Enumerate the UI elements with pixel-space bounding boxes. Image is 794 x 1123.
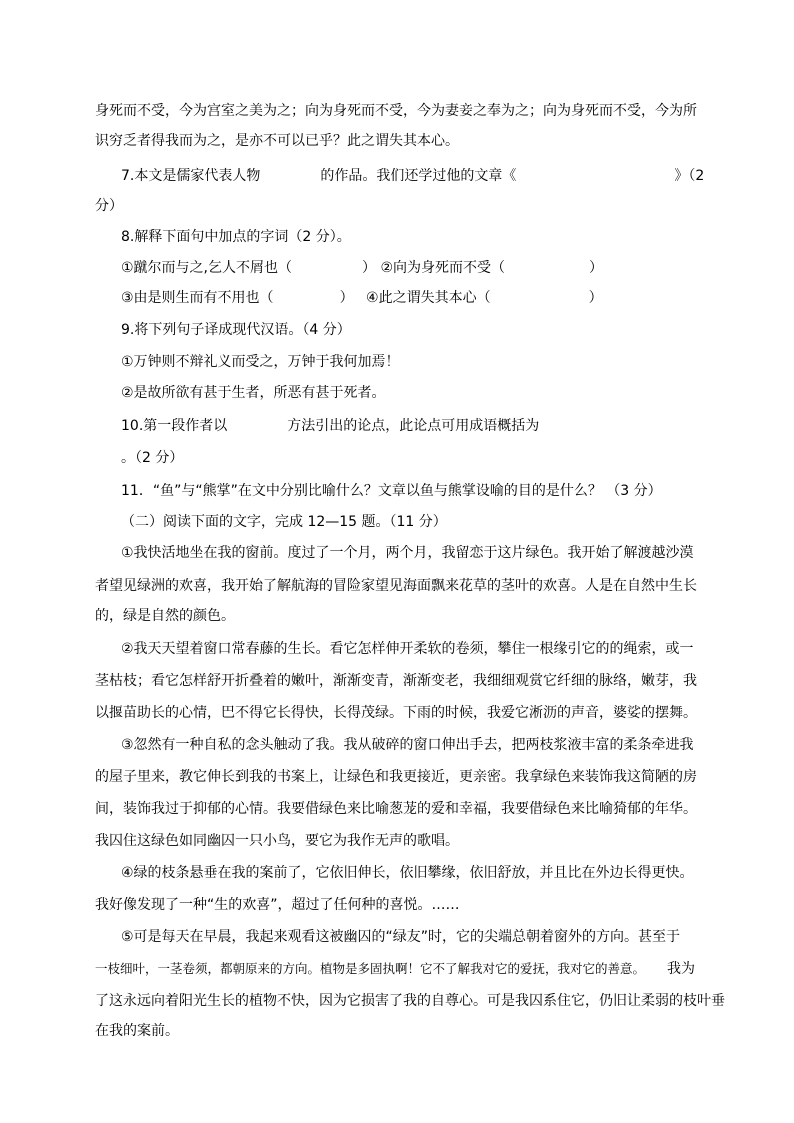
- paragraph-3-line-3: 间，装饰我过于抑郁的心情。我要借绿色来比喻葱茏的爱和幸福，我要借绿色来比喻猗郁的年华。: [95, 801, 697, 817]
- paragraph-3-line-1: ③忽然有一种自私的念头触动了我。我从破碎的窗口伸出手去，把两枝浆液丰富的柔条牵进我: [121, 737, 694, 753]
- q8-row-1: [121, 258, 603, 278]
- paragraph-5-line-1: ⑤可是每天在早晨，我起来观看这被幽囚的“绿友”时，它的尖端总朝着窗外的方向。甚至于: [121, 929, 681, 945]
- paragraph-5-line-4: 在我的案前。: [95, 1023, 179, 1039]
- paragraph-1-line-2: 者望见绿洲的欢喜，我开始了解航海的冒险家望见海面飘来花草的茎叶的欢喜。人是在自然中生长: [95, 578, 697, 594]
- q8-item-3-close: ）: [339, 290, 354, 306]
- q10-part-1: 10.第一段作者以: [121, 418, 228, 434]
- q8-item-1-close: ）: [362, 260, 377, 276]
- paragraph-2-line-1: ②我天天望着窗口常春藤的生长。看它怎样伸开柔软的卷须，攀住一根缘引它的的绳索，或一: [121, 641, 694, 657]
- q7-part-2: 的作品。我们还学过他的文章《: [320, 168, 517, 184]
- q7-part-1: 7.本文是儒家代表人物: [121, 168, 261, 184]
- q8-item-4-text: ④此之谓失其本心（: [366, 290, 491, 306]
- q8-item-4-close: ）: [588, 290, 603, 306]
- preamble-line-2: 识穷乏者得我而为之，是亦不可以已乎？此之谓失其本心。: [95, 133, 459, 149]
- q7-part-3: 》（2: [674, 168, 705, 184]
- q7-continuation: 分）: [95, 198, 123, 214]
- q8-item-1-text: ①蹴尔而与之,乞人不屑也（: [121, 260, 293, 276]
- paragraph-3-line-2: 的屋子里来，教它伸长到我的书案上，让绿色和我更接近，更亲密。我拿绿色来装饰我这简陋的房: [95, 769, 697, 785]
- paragraph-4-line-2: 我好像发现了一种“生的欢喜”，超过了任何种的喜悦。……: [95, 897, 460, 913]
- q10-part-2: 方法引出的论点，此论点可用成语概括为: [287, 418, 540, 434]
- q10-continuation: 。（2 分）: [121, 450, 184, 466]
- section-2-heading: （二）阅读下面的文字，完成 12—15 题。（11 分）: [121, 514, 447, 530]
- paragraph-5-line-2: [95, 959, 695, 979]
- q10-line: [121, 416, 539, 436]
- paragraph-5-line-2-text: 一枝细叶，一茎卷须，都朝原来的方向。植物是多固执啊！它不了解我对它的爱抚，我对它的善意。: [95, 961, 646, 976]
- q7-line: [121, 166, 704, 186]
- paragraph-5-line-3: 了这永远向着阳光生长的植物不快，因为它损害了我的自尊心。可是我囚系住它，仍旧让柔弱的枝叶垂: [95, 993, 725, 1009]
- preamble-line-1: 身死而不受，今为宫室之美为之；向为身死而不受，今为妻妾之奉为之；向为身死而不受，今为所: [95, 103, 697, 119]
- question-11: 11．“鱼”与“熊掌”在文中分别比喻什么？文章以鱼与熊掌设喻的目的是什么？ （3 分）: [121, 483, 662, 499]
- q9-stem: 9.将下列句子译成现代汉语。（4 分）: [121, 322, 351, 338]
- paragraph-4-line-1: ④绿的枝条悬垂在我的案前了，它依旧伸长，依旧攀缘，依旧舒放，并且比在外边长得更快。: [121, 865, 694, 881]
- paragraph-3-line-4: 我囚住这绿色如同幽囚一只小鸟，要它为我作无声的歌唱。: [95, 833, 459, 849]
- q9-sentence-1: ①万钟则不辩礼义而受之，万钟于我何加焉！: [121, 354, 400, 370]
- paragraph-1-line-1: ①我快活地坐在我的窗前。度过了一个月，两个月，我留恋于这片绿色。我开始了解渡越沙漠: [121, 545, 694, 561]
- q8-item-2-close: ）: [589, 260, 604, 276]
- q8-item-3-text: ③由是则生而有不用也（: [121, 290, 274, 306]
- q8-stem: 8.解释下面句中加点的字词（2 分）。: [121, 229, 351, 245]
- paragraph-1-line-3: 的，绿是自然的颜色。: [95, 608, 235, 624]
- q9-sentence-2: ②是故所欲有甚于生者，所恶有甚于死者。: [121, 385, 386, 401]
- paragraph-5-line-2-tail: 我为: [667, 961, 696, 977]
- paragraph-2-line-2: 茎枯枝；看它怎样舒开折叠着的嫩叶，渐渐变青，渐渐变老，我细细观赏它纤细的脉络，嫩芽，我: [95, 673, 697, 689]
- paragraph-2-line-3: 以揠苗助长的心情，巴不得它长得快，长得茂绿。下雨的时候，我爱它淅沥的声音，婆娑的摆舞。: [95, 705, 697, 721]
- q8-item-2-text: ②向为身死而不受（: [380, 260, 506, 276]
- q8-row-2: [121, 288, 603, 308]
